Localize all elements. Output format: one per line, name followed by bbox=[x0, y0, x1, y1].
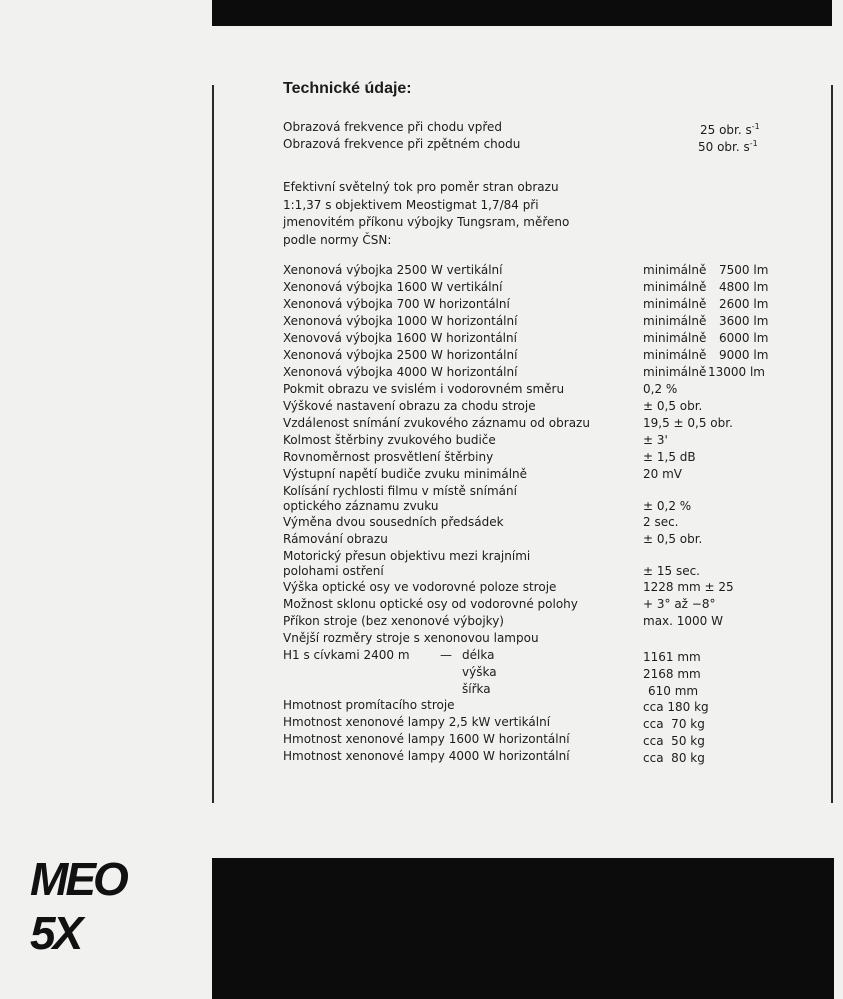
right-vertical-rule bbox=[831, 85, 833, 803]
lamp-value: 4800 lm bbox=[719, 280, 769, 294]
lamp-value: 2600 lm bbox=[719, 297, 769, 311]
lamp-label: Xenonová výbojka 2500 W horizontální bbox=[283, 348, 518, 362]
spec-label: Obrazová frekvence při zpětném chodu bbox=[283, 137, 521, 151]
weight-value: cca 70 kg bbox=[643, 717, 705, 731]
spec-value: + 3° až −8° bbox=[643, 597, 716, 611]
spec-value: max. 1000 W bbox=[643, 614, 723, 628]
meo-5x-logo bbox=[30, 852, 126, 960]
dimension-value: 1161 mm bbox=[643, 650, 701, 664]
spec-label: Kolmost štěrbiny zvukového budiče bbox=[283, 433, 496, 447]
logo-line: MEO bbox=[30, 853, 126, 905]
spec-label: Motorický přesun objektivu mezi krajními bbox=[283, 549, 531, 563]
dimension-label: šířka bbox=[462, 682, 491, 696]
bottom-black-bar bbox=[212, 858, 834, 999]
lamp-label: Xenonová výbojka 1600 W vertikální bbox=[283, 280, 503, 294]
spec-value: 19,5 ± 0,5 obr. bbox=[643, 416, 733, 430]
spec-label: Výměna dvou sousedních předsádek bbox=[283, 515, 504, 529]
spec-label: Příkon stroje (bez xenonové výbojky) bbox=[283, 614, 504, 628]
flux-intro-paragraph bbox=[283, 179, 569, 249]
spec-value: 0,2 % bbox=[643, 382, 678, 396]
left-vertical-rule bbox=[212, 85, 214, 803]
spec-value: ± 0,2 % bbox=[643, 499, 692, 513]
lamp-prefix: minimálně bbox=[643, 314, 707, 328]
lamp-value: 7500 lm bbox=[719, 263, 769, 277]
weight-value: cca 50 kg bbox=[643, 734, 705, 748]
flux-intro-line: jmenovitém příkonu výbojky Tungsram, měřeno bbox=[283, 215, 570, 229]
weight-label: Hmotnost xenonové lampy 1600 W horizontální bbox=[283, 732, 570, 746]
spec-value: ± 3' bbox=[643, 433, 668, 447]
top-black-bar bbox=[212, 0, 832, 26]
weight-label: Hmotnost xenonové lampy 4000 W horizontální bbox=[283, 749, 570, 763]
weight-value: cca 180 kg bbox=[643, 700, 709, 714]
dimension-value: 610 mm bbox=[648, 684, 699, 698]
lamp-label: Xenonová výbojka 4000 W horizontální bbox=[283, 365, 518, 379]
spec-label: Výškové nastavení obrazu za chodu stroje bbox=[283, 399, 536, 413]
spec-label: Rovnoměrnost prosvětlení štěrbiny bbox=[283, 450, 494, 464]
spec-label: Obrazová frekvence při chodu vpřed bbox=[283, 120, 503, 134]
lamp-label: Xenovová výbojka 1600 W horizontální bbox=[283, 331, 517, 345]
lamp-prefix: minimálně bbox=[643, 263, 707, 277]
spec-label: Pokmit obrazu ve svislém i vodorovném směru bbox=[283, 382, 565, 396]
spec-label: Vzdálenost snímání zvukového záznamu od obrazu bbox=[283, 416, 590, 430]
weight-value: cca 80 kg bbox=[643, 751, 705, 765]
lamp-prefix: minimálně bbox=[643, 280, 707, 294]
lamp-value: 13000 lm bbox=[707, 365, 765, 379]
spec-label: Možnost sklonu optické osy od vodorovné polohy bbox=[283, 597, 578, 611]
spec-value: ± 0,5 obr. bbox=[643, 532, 703, 546]
spec-label: optického záznamu zvuku bbox=[283, 499, 439, 513]
logo-line: 5X bbox=[30, 907, 81, 959]
lamp-label: Xenonová výbojka 1000 W horizontální bbox=[283, 314, 518, 328]
lamp-prefix: minimálně bbox=[643, 297, 707, 311]
spec-value: 25 obr. $s^{-1}$ bbox=[700, 122, 760, 137]
flux-intro-line: 1:1,37 s objektivem Meostigmat 1,7/84 při bbox=[283, 197, 539, 212]
flux-intro-line: podle normy ČSN: bbox=[283, 232, 392, 247]
dimension-label: délka bbox=[462, 648, 495, 662]
dimension-value: 2168 mm bbox=[643, 667, 701, 681]
weight-label: Hmotnost xenonové lampy 2,5 kW vertikální bbox=[283, 715, 551, 729]
lamp-prefix: minimálně bbox=[643, 365, 707, 379]
flux-intro-line: Efektivní světelný tok pro poměr stran obrazu bbox=[283, 180, 559, 194]
spec-value: 50 obr. $s^{-1}$ bbox=[698, 139, 758, 154]
lamp-value: 3600 lm bbox=[719, 314, 769, 328]
spec-value: ± 1,5 dB bbox=[643, 450, 696, 464]
dimensions-model: H1 s cívkami 2400 m bbox=[283, 648, 410, 662]
dimension-label: výška bbox=[462, 665, 497, 679]
lamp-value: 9000 lm bbox=[719, 348, 769, 362]
spec-label: Kolísání rychlosti filmu v místě snímání bbox=[283, 484, 517, 498]
spec-label: Výška optické osy ve vodorovné poloze stroje bbox=[283, 580, 557, 594]
lamp-value: 6000 lm bbox=[719, 331, 769, 345]
lamp-label: Xenonová výbojka 2500 W vertikální bbox=[283, 263, 503, 277]
spec-label: Rámování obrazu bbox=[283, 532, 388, 546]
spec-label: Výstupní napětí budiče zvuku minimálně bbox=[283, 467, 528, 481]
spec-value: 2 sec. bbox=[643, 515, 679, 529]
spec-value: ± 15 sec. bbox=[643, 564, 700, 578]
spec-label: polohami ostření bbox=[283, 564, 384, 578]
lamp-label: Xenonová výbojka 700 W horizontální bbox=[283, 297, 510, 311]
spec-value: 1228 mm ± 25 bbox=[643, 580, 734, 594]
lamp-prefix: minimálně bbox=[643, 331, 707, 345]
lamp-prefix: minimálně bbox=[643, 348, 707, 362]
page-title: Technické údaje: bbox=[283, 80, 412, 97]
spec-value: 20 mV bbox=[643, 467, 682, 481]
spec-label: Vnější rozměry stroje s xenonovou lampou bbox=[283, 631, 539, 645]
dimensions-dash: — bbox=[440, 648, 452, 662]
spec-value: ± 0,5 obr. bbox=[643, 399, 703, 413]
weight-label: Hmotnost promítacího stroje bbox=[283, 698, 455, 712]
